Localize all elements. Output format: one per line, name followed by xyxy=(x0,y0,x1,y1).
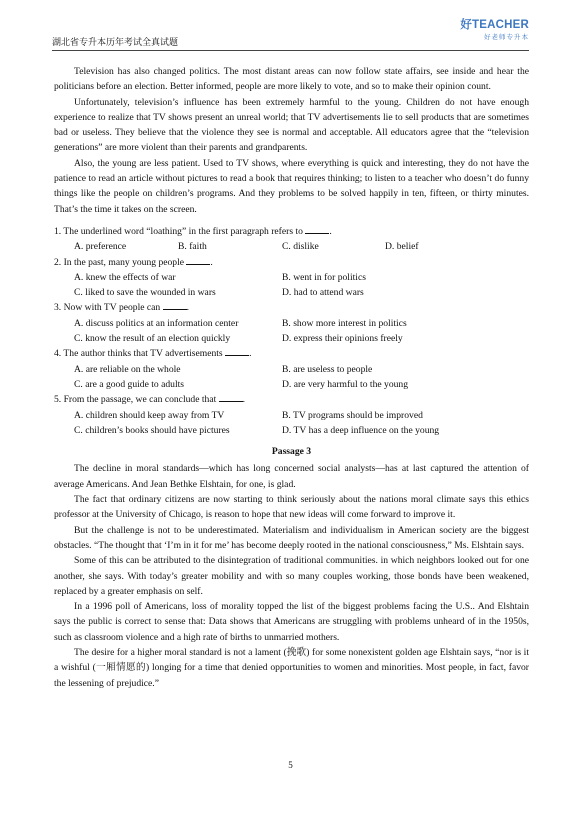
paragraph: The decline in moral standards—which has long concerned social analysts—has at last captured the attention of average Americans. And Jean Bethke Elshtain, for one, is glad. xyxy=(54,463,529,490)
question-stem xyxy=(54,392,529,407)
paragraph: The fact that ordinary citizens are now starting to think seriously about the nations moral climate says this ethics professor at the University of Chicago, is reason to hope that new ideas will come forward to improve it. xyxy=(54,494,529,521)
question-stem-end: . xyxy=(249,348,252,360)
question-stem-end: . xyxy=(242,394,246,406)
question-stem-text: 1. The underlined word “loathing” in the first paragraph refers to xyxy=(54,225,306,237)
answer-blank xyxy=(163,300,187,310)
answer-option: B. went in for politics xyxy=(282,271,366,283)
question-stem-text: 5. From the passage, we can conclude that xyxy=(54,394,219,406)
paragraph: The desire for a higher moral standard is not a lament (挽歌) for some nonexistent golden age Elshtain says, “nor is it a wishful (一厢情愿的) longing for a time that denied opportunities to women and minorities. Most people, in fact, favor the lessening of prejudice.” xyxy=(54,646,529,689)
answer-option: D. belief xyxy=(385,241,419,253)
answer-option: A. children should keep away from TV xyxy=(74,409,225,421)
answer-option: C. dislike xyxy=(282,241,319,253)
paragraph: Some of this can be attributed to the disintegration of traditional communities. in which neighbors looked out for one another, she says. With today’s greater mobility and with so many couples working, those bonds have been weakened, replaced by a greater emphasis on self. xyxy=(54,555,529,597)
paragraph: In a 1996 poll of Americans, loss of morality topped the list of the biggest problems facing the U.S.. And Elshtain says the public is correct to sense that: Data shows that Americans are struggling with problems unheard of in the 1950s, such as classroom violence and a high rate of births to unmarried mothers. xyxy=(54,601,529,643)
answer-option: C. liked to save the wounded in wars xyxy=(74,287,216,299)
question-stem-text: 2. In the past, many young people xyxy=(54,256,187,268)
answer-option: D. had to attend wars xyxy=(282,287,364,299)
answer-option: D. TV has a deep influence on the young xyxy=(282,424,440,436)
question-item xyxy=(54,300,529,346)
paragraph: But the challenge is not to be underestimated. Materialism and individualism in American society are the biggest obstacles. “The thought that ‘I’m in it for me’ has become deeply rooted in the national consciousness,” Ms. Elshtain says. xyxy=(54,524,529,551)
paragraph: Unfortunately, television’s influence has been extremely harmful to the young. Children do not have enough experience to realize that TV shows present an unreal world; that TV advertisements lie to sell products that are sometimes bad or useless. They believe that the violence they see is normal and acceptable. All educators agree that the “television generations” are more violent than their parents and grandparents. xyxy=(54,96,529,154)
question-item xyxy=(54,224,529,255)
page-number: 5 xyxy=(288,760,293,770)
paragraph: Television has also changed politics. The most distant areas can now follow state affairs, see inside and hear the politicians before an election. Better informed, people are more likely to vote, and so to make their opinion count. xyxy=(54,66,529,93)
answer-option: B. TV programs should be improved xyxy=(282,409,423,421)
question-item xyxy=(54,255,529,301)
answer-blank xyxy=(186,255,210,265)
answer-option: B. show more interest in politics xyxy=(282,317,407,329)
question-item xyxy=(54,346,529,392)
question-stem-text: 4. The author thinks that TV advertisements xyxy=(54,348,226,360)
answer-option: A. are reliable on the whole xyxy=(74,363,181,375)
question-stem xyxy=(54,300,529,315)
answer-option: D. are very harmful to the young xyxy=(282,378,409,390)
answer-option: C. are a good guide to adults xyxy=(74,378,185,390)
page-header xyxy=(52,19,529,50)
question-stem-end: . xyxy=(329,225,332,237)
question-stem xyxy=(54,224,529,239)
passage-title: Passage 3 xyxy=(271,446,312,458)
page-content xyxy=(54,64,529,691)
answer-option: A. discuss politics at an information center xyxy=(74,317,239,329)
question-stem-end: . xyxy=(186,302,190,314)
question-stem xyxy=(54,346,529,361)
passage-3-body xyxy=(54,461,529,690)
paragraph: Also, the young are less patient. Used to TV shows, where everything is quick and interesting, they do not have the patience to read an article without pictures to read a book that requires thinking; to listen to a teacher who doesn’t do funny things like the people on children’s programs. And they problems to be solved happily in ten, fifteen, or thirty minutes. That’s the time it takes on the screen. xyxy=(54,157,529,215)
answer-option: B. are useless to people xyxy=(282,363,373,375)
header-rule xyxy=(52,50,529,51)
reading-passage xyxy=(54,64,529,217)
answer-option: A. knew the effects of war xyxy=(74,271,176,283)
answer-blank xyxy=(219,392,243,402)
answer-option: D. express their opinions freely xyxy=(282,333,403,345)
logo-main-text: 好TEACHER xyxy=(460,19,529,31)
brand-logo xyxy=(460,16,529,41)
answer-option: B. faith xyxy=(178,241,207,253)
question-item xyxy=(54,392,529,438)
answer-option: C. know the result of an election quickly xyxy=(74,333,231,345)
answer-blank xyxy=(305,224,329,234)
question-list xyxy=(54,224,529,438)
question-stem-end: . xyxy=(210,256,213,268)
answer-blank xyxy=(225,346,249,356)
question-stem xyxy=(54,255,529,270)
header-title: 湖北省专升本历年考试全真试题 xyxy=(52,38,179,48)
logo-sub-text: 好老师专升本 xyxy=(484,33,529,41)
answer-option: C. children’s books should have pictures xyxy=(74,424,230,436)
question-stem-text: 3. Now with TV people can xyxy=(54,302,163,314)
answer-option: A. preference xyxy=(74,241,127,253)
